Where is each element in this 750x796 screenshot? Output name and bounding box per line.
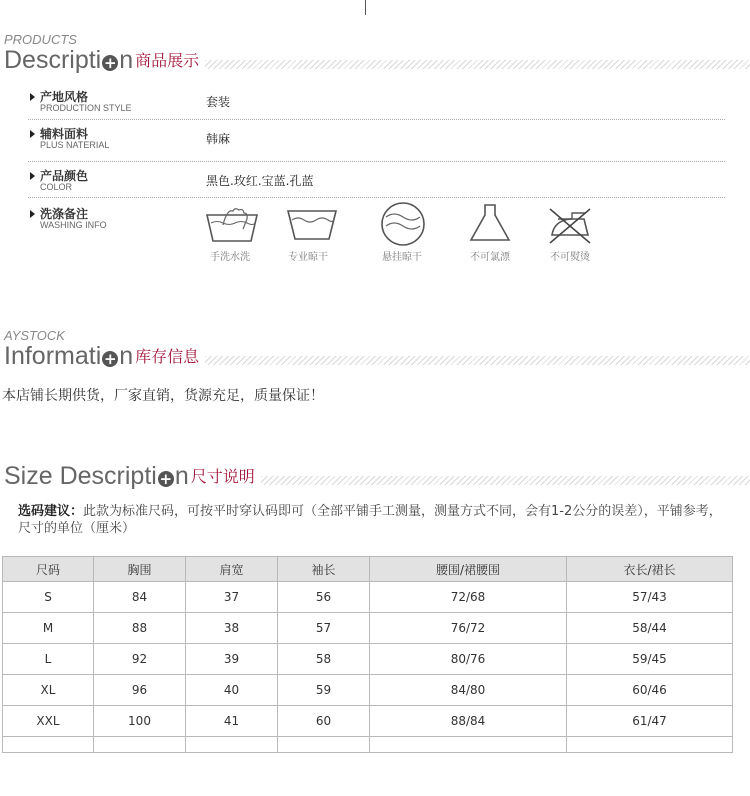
no-iron-icon [548,205,592,245]
plus-circle-icon: + [159,470,173,488]
table-cell: 61/47 [567,706,733,737]
spec-label-cn: 辅料面料 [40,127,89,141]
spec-label-cn: 产品颜色 [40,169,89,183]
size-advice [18,503,734,537]
table-row [3,613,733,644]
table-cell: 58 [278,644,370,675]
stock-info-text: 本店铺长期供货，厂家直销，货源充足，质量保证！ [2,388,324,404]
table-cell: S [3,582,94,613]
table-cell: XL [3,675,94,706]
washing-label: 专业晾干 [288,252,328,263]
column-header: 衣长/裙长 [567,557,733,582]
arrow-right-icon [30,130,35,138]
column-header: 腰围/裙腰围 [370,557,567,582]
table-cell: 38 [186,613,278,644]
size-table [2,556,733,753]
hand-wash-icon [205,205,261,245]
washing-label: 手洗水洗 [210,252,250,263]
table-cell: 80/76 [370,644,567,675]
table-cell: 39 [186,644,278,675]
table-cell: 59/45 [567,644,733,675]
table-cell: 72/68 [370,582,567,613]
column-header: 胸围 [94,557,186,582]
product-section-small-title: PRODUCTS [4,32,77,47]
table-cell: 37 [186,582,278,613]
stock-section-title: Informati + n [4,342,134,370]
spec-value: 韩麻 [206,132,231,146]
spec-label-cn: 产地风格 [40,90,89,104]
spec-label-cn: 洗涤备注 [40,207,89,221]
arrow-right-icon [30,172,35,180]
table-row [3,644,733,675]
spec-row-washing [28,205,725,275]
header-stripes [261,476,750,485]
column-header: 袖长 [278,557,370,582]
plus-circle-icon: + [103,54,117,72]
top-divider-tick [365,0,366,15]
table-cell: M [3,613,94,644]
washing-label: 不可熨烫 [550,252,590,263]
table-row [3,582,733,613]
arrow-right-icon [30,93,35,101]
spec-value: 套装 [206,95,231,109]
spec-label-en: COLOR [40,182,73,192]
table-cell: 84 [94,582,186,613]
table-cell: XXL [3,706,94,737]
size-section-title: Size Descripti + n [4,462,189,490]
table-cell: 40 [186,675,278,706]
spec-row-style [28,88,725,120]
table-cell: 57/43 [567,582,733,613]
table-cell: 60 [278,706,370,737]
product-section-header [4,33,750,73]
table-cell: 59 [278,675,370,706]
table-cell: 57 [278,613,370,644]
spec-value: 黑色.玫红.宝蓝.孔蓝 [206,174,314,188]
stock-section-header [4,329,750,369]
spec-label-en: PRODUCTION STYLE [40,103,132,113]
spec-label-en: PLUS NATERIAL [40,140,110,150]
size-advice-text: 此款为标准尺码，可按平时穿认码即可（全部平铺手工测量，测量方式不同，会有1-2公分的误差），平铺参考，尺寸的单位（厘米） [18,504,722,536]
table-row [3,675,733,706]
hang-dry-icon [380,201,426,247]
size-section-cn-title: 尺寸说明 [190,467,255,486]
table-cell: 76/72 [370,613,567,644]
no-bleach-icon [468,203,512,243]
stock-section-cn-title: 库存信息 [135,347,200,366]
product-spec-list [28,88,725,275]
plus-circle-icon: + [103,350,117,368]
table-cell: 84/80 [370,675,567,706]
table-cell: 92 [94,644,186,675]
spec-row-color [28,167,725,198]
arrow-right-icon [30,210,35,218]
professional-dry-icon [286,207,338,243]
table-cell: 88 [94,613,186,644]
table-cell: 56 [278,582,370,613]
table-row [3,706,733,737]
column-header: 肩宽 [186,557,278,582]
table-cell: 41 [186,706,278,737]
table-row-empty [3,737,733,753]
header-stripes [205,356,750,365]
washing-label: 不可氯漂 [470,252,510,263]
size-section-header [4,463,750,489]
table-cell: L [3,644,94,675]
table-cell: 96 [94,675,186,706]
column-header: 尺码 [3,557,94,582]
product-section-cn-title: 商品展示 [135,51,200,70]
spec-row-material [28,125,725,162]
size-advice-label: 选码建议： [18,504,84,519]
table-cell: 60/46 [567,675,733,706]
table-cell: 100 [94,706,186,737]
product-section-title: Descripti + n [4,46,134,74]
washing-label: 悬挂晾干 [382,252,422,263]
table-header-row [3,557,733,582]
header-stripes [205,60,750,69]
table-cell: 88/84 [370,706,567,737]
stock-section-small-title: AYSTOCK [4,328,65,343]
table-cell: 58/44 [567,613,733,644]
spec-label-en: WASHING INFO [40,220,107,230]
